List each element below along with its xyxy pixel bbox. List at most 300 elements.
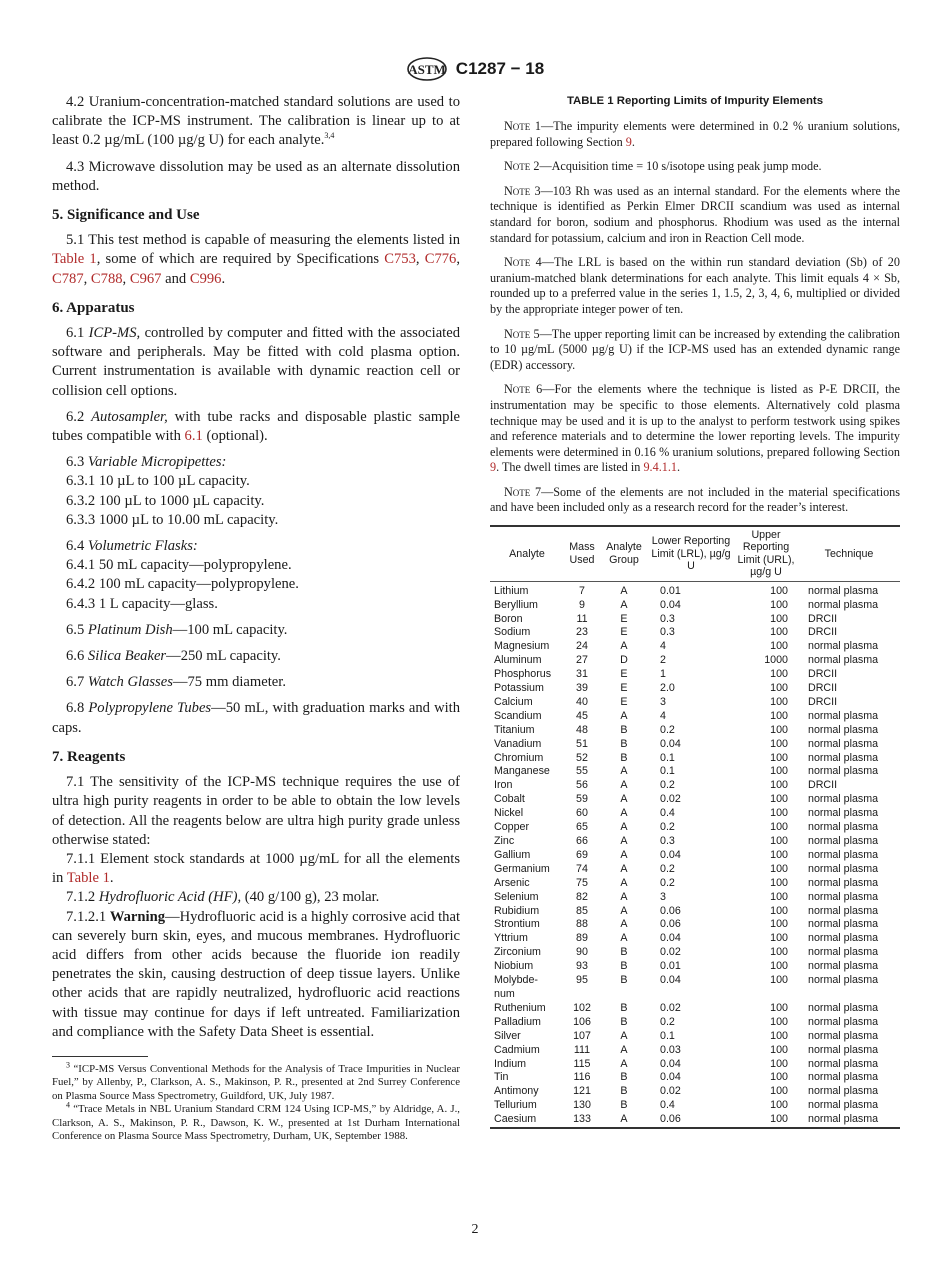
analyte-cell: Strontium xyxy=(494,918,540,931)
technique-cell: normal plasma xyxy=(808,1085,879,1098)
technique-cell: DRCII xyxy=(808,779,838,792)
technique-cell: normal plasma xyxy=(808,1015,879,1028)
mass-cell: 121 xyxy=(573,1085,591,1098)
table-row xyxy=(490,793,900,807)
analyte-cell: Germanium xyxy=(494,862,550,875)
mass-cell: 56 xyxy=(576,779,588,792)
section-7-1-2: 7.1.2 Hydrofluoric Acid (HF), (40 g/100 g), 23 molar. xyxy=(66,889,380,906)
link-c753[interactable]: C753 xyxy=(384,251,416,268)
url-cell: 100 xyxy=(770,765,788,778)
url-cell: 100 xyxy=(770,848,788,861)
group-cell: B xyxy=(620,1085,628,1098)
url-cell: 100 xyxy=(770,974,788,987)
mass-cell: 89 xyxy=(576,932,588,945)
lrl-cell: 2.0 xyxy=(660,682,675,695)
table-row xyxy=(490,932,900,946)
group-cell: A xyxy=(620,835,628,847)
analyte-cell: Copper xyxy=(494,821,530,834)
table-row xyxy=(490,891,900,905)
analyte-cell: Boron xyxy=(494,612,523,625)
technique-cell: normal plasma xyxy=(808,960,879,973)
mass-cell: 52 xyxy=(576,751,588,764)
col-lrl: Lower Reporting Limit (LRL), µg/g U xyxy=(651,535,731,573)
section-6-4-1: 6.4.1 50 mL capacity—polypropylene. xyxy=(66,557,292,574)
technique-cell: normal plasma xyxy=(808,821,879,834)
link-section-9.4.1.1[interactable]: 9.4.1.1 xyxy=(643,460,677,475)
link-c787[interactable]: C787 xyxy=(52,270,84,287)
left-column xyxy=(52,93,460,1144)
url-cell: 100 xyxy=(770,723,788,736)
technique-cell: DRCII xyxy=(808,668,838,681)
link-section-9[interactable]: 9 xyxy=(625,134,632,149)
footnote-4: $^4$ “Trace Metals in NBL Uranium Standard CRM 124 Using ICP-MS,” by Aldridge, A. J., Clarkson, A. S., Makinson, P. R., Dawson, K. W., presented at 1st Durham International Conference on Plasma Source Mass Spectrometry, Durham, UK, September 1988. xyxy=(52,1100,460,1143)
url-cell: 100 xyxy=(770,584,788,597)
table-row xyxy=(490,581,900,598)
table-row xyxy=(490,821,900,835)
section-6-2: 6.2 Autosampler, with tube racks and disposable plastic sample tubes compatible with 6.1 (optional). xyxy=(52,408,461,445)
url-cell: 100 xyxy=(770,709,788,722)
heading-section-5: 5. Significance and Use xyxy=(52,207,200,224)
analyte-cell: Zirconium xyxy=(494,946,541,959)
analyte-cell: Antimony xyxy=(494,1085,539,1098)
lrl-cell: 2 xyxy=(660,654,666,667)
table-row xyxy=(490,807,900,821)
lrl-cell: 0.3 xyxy=(660,835,675,847)
url-cell: 100 xyxy=(770,862,788,875)
lrl-cell: 0.01 xyxy=(660,584,681,597)
analyte-cell: Arsenic xyxy=(494,876,530,889)
url-cell: 100 xyxy=(770,640,788,653)
lrl-cell: 0.4 xyxy=(660,1099,675,1112)
footnote-ref[interactable]: 3,4 xyxy=(324,131,335,141)
lrl-cell: 0.01 xyxy=(660,960,681,973)
lrl-cell: 0.04 xyxy=(660,737,681,750)
section-7-1-2-1: 7.1.2.1 Warning—Hydrofluoric acid is a highly corrosive acid that can severely burn skin, eyes, and mucous membranes. Hydrofluoric acid differs from other acids because the fluoride ion readily penetrates the skin, causing destruction of deep tissue layers. Unlike other acids that are rapidly neutralized, hydrofluoric acid reactions with tissue may continue for days if left untreated. Familiarization and compliance with the Safety Data Sheet is essential. xyxy=(52,908,460,1040)
analyte-cell: Tin xyxy=(494,1071,509,1084)
url-cell: 100 xyxy=(770,1015,788,1028)
analyte-cell: Iron xyxy=(494,779,513,792)
mass-cell: 116 xyxy=(573,1071,591,1084)
technique-cell: normal plasma xyxy=(808,737,879,750)
group-cell: A xyxy=(620,1113,628,1126)
group-cell: A xyxy=(620,904,628,917)
link-table-1[interactable]: Table 1 xyxy=(52,251,97,268)
table-row xyxy=(490,752,900,766)
section-6-7: 6.7 Watch Glasses—75 mm diameter. xyxy=(66,674,286,691)
url-cell: 100 xyxy=(770,751,788,764)
table-row xyxy=(490,1030,900,1044)
table-row xyxy=(490,1058,900,1072)
link-table-1[interactable]: Table 1 xyxy=(66,870,110,887)
analyte-cell: Palladium xyxy=(494,1015,541,1028)
lrl-cell: 3 xyxy=(660,695,666,708)
technique-cell: normal plasma xyxy=(808,1029,879,1042)
url-cell: 100 xyxy=(770,1113,788,1126)
section-7-1: 7.1 The sensitivity of the ICP-MS technique requires the use of ultra high purity reagents in order to be able to obtain the low levels of detection. All the reagents below are ultra high purity grade unless otherwise stated: xyxy=(52,774,460,848)
mass-cell: 88 xyxy=(576,918,588,931)
table-row xyxy=(490,1113,900,1128)
group-cell: A xyxy=(620,862,628,875)
lrl-cell: 0.04 xyxy=(660,848,681,861)
url-cell: 100 xyxy=(770,779,788,792)
mass-cell: 93 xyxy=(576,960,588,973)
url-cell: 100 xyxy=(770,598,788,611)
url-cell: 100 xyxy=(770,1001,788,1014)
technique-cell: normal plasma xyxy=(808,584,879,597)
footnote-3: $^3$ “ICP-MS Versus Conventional Methods for the Analysis of Trace Impurities in Nuclear Fuel,” by Allenby, P., Clarkson, A. S., Makinson, P. R., presented at 2nd Surrey Conference on Plasma Source Mass Spectrometry, Guildford, UK, July 1987. xyxy=(52,1060,460,1102)
url-cell: 100 xyxy=(770,737,788,750)
lrl-cell: 0.2 xyxy=(660,779,675,792)
page-number: 2 xyxy=(471,1222,479,1237)
url-cell: 100 xyxy=(770,1043,788,1056)
table-row xyxy=(490,1085,900,1099)
url-cell: 100 xyxy=(770,682,788,695)
analyte-cell: Yttrium xyxy=(494,932,528,945)
group-cell: E xyxy=(620,668,628,681)
mass-cell: 107 xyxy=(573,1029,591,1042)
lrl-cell: 4 xyxy=(660,640,666,653)
table-row xyxy=(490,668,900,682)
lrl-cell: 0.1 xyxy=(660,1029,675,1042)
table-body xyxy=(490,581,900,1128)
group-cell: A xyxy=(620,793,628,806)
mass-cell: 45 xyxy=(576,709,588,722)
url-cell: 100 xyxy=(770,932,788,945)
analyte-cell: Zinc xyxy=(494,835,515,847)
col-url: Upper Reporting Limit (URL), µg/g U xyxy=(737,529,795,579)
table-row xyxy=(490,613,900,627)
lrl-cell: 4 xyxy=(660,709,666,722)
table-row xyxy=(490,1044,900,1058)
table-title: TABLE 1 Reporting Limits of Impurity Elements xyxy=(566,95,824,107)
mass-cell: 60 xyxy=(576,807,588,820)
mass-cell: 40 xyxy=(576,695,588,708)
group-cell: B xyxy=(620,960,628,973)
astm-logo-icon xyxy=(406,56,448,82)
analyte-cell: Scandium xyxy=(494,709,542,722)
url-cell: 100 xyxy=(770,793,788,806)
table-row xyxy=(490,696,900,710)
technique-cell: normal plasma xyxy=(808,654,879,667)
mass-cell: 115 xyxy=(573,1057,591,1070)
group-cell: A xyxy=(620,918,628,931)
technique-cell: normal plasma xyxy=(808,1099,879,1112)
technique-cell: normal plasma xyxy=(808,876,879,889)
url-cell: 100 xyxy=(770,918,788,931)
mass-cell: 23 xyxy=(576,626,588,639)
section-6-3: 6.3 Variable Micropipettes: xyxy=(66,454,227,471)
table-row xyxy=(490,738,900,752)
mass-cell: 95 xyxy=(576,974,588,987)
analyte-cell: Potassium xyxy=(494,682,544,695)
analyte-cell: Aluminum xyxy=(494,654,542,667)
url-cell: 100 xyxy=(770,960,788,973)
group-cell: B xyxy=(620,974,628,987)
page-header xyxy=(0,56,950,82)
analyte-cell: Cadmium xyxy=(494,1043,540,1056)
technique-cell: DRCII xyxy=(808,612,838,625)
url-cell: 100 xyxy=(770,946,788,959)
table-row xyxy=(490,960,900,974)
technique-cell: normal plasma xyxy=(808,751,879,764)
group-cell: B xyxy=(620,723,628,736)
mass-cell: 106 xyxy=(573,1015,591,1028)
group-cell: A xyxy=(620,1029,628,1042)
svg-text:ASTM: ASTM xyxy=(408,62,446,77)
lrl-cell: 0.2 xyxy=(660,862,675,875)
table-row xyxy=(490,1071,900,1085)
table-row xyxy=(490,877,900,891)
group-cell: A xyxy=(620,709,628,722)
mass-cell: 85 xyxy=(576,904,588,917)
table-row xyxy=(490,1099,900,1113)
group-cell: A xyxy=(620,876,628,889)
technique-cell: normal plasma xyxy=(808,1113,879,1126)
technique-cell: DRCII xyxy=(808,626,838,639)
lrl-cell: 0.1 xyxy=(660,751,675,764)
technique-cell: normal plasma xyxy=(808,890,879,903)
group-cell: A xyxy=(620,598,628,611)
lrl-cell: 1 xyxy=(660,668,666,681)
table-row xyxy=(490,654,900,668)
lrl-cell: 0.2 xyxy=(660,876,675,889)
lrl-cell: 0.1 xyxy=(660,765,675,778)
url-cell: 100 xyxy=(770,876,788,889)
table-row xyxy=(490,1002,900,1016)
group-cell: B xyxy=(620,1071,628,1084)
table-row xyxy=(490,765,900,779)
group-cell: A xyxy=(620,640,628,653)
group-cell: B xyxy=(620,946,628,959)
analyte-cell: Titanium xyxy=(494,723,535,736)
section-6-5: 6.5 Platinum Dish—100 mL capacity. xyxy=(66,621,288,638)
analyte-cell: Niobium xyxy=(494,960,534,973)
lrl-cell: 0.2 xyxy=(660,1015,675,1028)
technique-cell: normal plasma xyxy=(808,598,879,611)
table-row xyxy=(490,640,900,654)
mass-cell: 27 xyxy=(576,654,588,667)
mass-cell: 24 xyxy=(576,640,588,653)
mass-cell: 31 xyxy=(576,668,588,681)
group-cell: A xyxy=(620,807,628,820)
table-row xyxy=(490,599,900,613)
group-cell: B xyxy=(620,1015,628,1028)
lrl-cell: 0.2 xyxy=(660,821,675,834)
analyte-cell: Phosphorus xyxy=(494,668,552,681)
section-6-4-2: 6.4.2 100 mL capacity—polypropylene. xyxy=(66,576,299,593)
technique-cell: normal plasma xyxy=(808,1001,879,1014)
analyte-cell: Silver xyxy=(494,1029,521,1042)
heading-section-6: 6. Apparatus xyxy=(52,299,135,316)
heading-section-7: 7. Reagents xyxy=(52,748,126,765)
mass-cell: 102 xyxy=(573,1001,591,1014)
url-cell: 100 xyxy=(770,904,788,917)
analyte-cell: Beryllium xyxy=(494,598,538,611)
section-6-8: 6.8 Polypropylene Tubes—50 mL, with graduation marks and with caps. xyxy=(52,700,461,736)
technique-cell: normal plasma xyxy=(808,640,879,653)
section-6-3-2: 6.3.2 100 µL to 1000 µL capacity. xyxy=(66,492,265,509)
lrl-cell: 0.2 xyxy=(660,723,675,736)
url-cell: 100 xyxy=(770,1057,788,1070)
link-c996[interactable]: C996 xyxy=(189,270,222,287)
analyte-cell: Selenium xyxy=(494,890,539,903)
group-cell: A xyxy=(620,779,628,792)
lrl-cell: 0.04 xyxy=(660,1057,681,1070)
group-cell: E xyxy=(620,612,628,625)
section-5-1: 5.1 This test method is capable of measuring the elements listed in Table 1, some of which are required by Specifications C753, C776, C787, C788, C967 and C996. xyxy=(52,232,460,287)
table-row xyxy=(490,849,900,863)
lrl-cell: 0.06 xyxy=(660,918,681,931)
technique-cell: normal plasma xyxy=(808,848,879,861)
group-cell: A xyxy=(620,584,628,597)
group-cell: A xyxy=(620,765,628,778)
group-cell: A xyxy=(620,848,628,861)
table-note-4: Note 4—The LRL is based on the within run standard deviation (Sb) of 20 uranium-matched blank determinations for each analyte. This limit equals 4 × Sb, rounded up to a preferred value in the series 1, 1.5, 2, 3, 4, 6, multiplied or divided by the appropriate integer power of ten. xyxy=(490,255,900,316)
section-4-3: 4.3 Microwave dissolution may be used as an alternate dissolution method. xyxy=(52,158,460,194)
mass-cell: 39 xyxy=(576,682,588,695)
technique-cell: normal plasma xyxy=(808,946,879,959)
lrl-cell: 0.4 xyxy=(660,807,675,820)
group-cell: B xyxy=(620,1099,628,1112)
table-row xyxy=(490,974,900,1002)
lrl-cell: 0.02 xyxy=(660,1001,681,1014)
table-notes xyxy=(490,119,900,516)
table-row xyxy=(490,779,900,793)
lrl-cell: 0.3 xyxy=(660,626,675,639)
table-row xyxy=(490,626,900,640)
technique-cell: normal plasma xyxy=(808,932,879,945)
group-cell: B xyxy=(620,751,628,764)
section-7-1-1: 7.1.1 Element stock standards at 1000 µg/mL for all the elements in Table 1. xyxy=(52,850,460,887)
lrl-cell: 3 xyxy=(660,890,666,903)
table-row xyxy=(490,946,900,960)
url-cell: 100 xyxy=(770,626,788,639)
section-6-4: 6.4 Volumetric Flasks: xyxy=(66,538,198,555)
table-row xyxy=(490,1016,900,1030)
analyte-cell: Lithium xyxy=(494,584,529,597)
url-cell: 100 xyxy=(770,1085,788,1098)
mass-cell: 59 xyxy=(576,793,588,806)
analyte-cell: Chromium xyxy=(494,751,544,764)
table-note-5: Note 5—The upper reporting limit can be increased by extending the calibration to 10 µg/mL (5000 µg/g U) if the ICP-MS used has an extended dynamic range (EDR) accessory. xyxy=(490,326,900,372)
lrl-cell: 0.04 xyxy=(660,974,681,987)
analyte-cell: Indium xyxy=(494,1057,527,1070)
section-6-1: 6.1 ICP-MS, controlled by computer and fitted with the associated software and peripherals. May be fitted with cold plasma option. Current instrumentation is available with dynamic reaction cell or collision cell options. xyxy=(52,325,460,399)
group-cell: B xyxy=(620,1001,628,1014)
link-6-1[interactable]: 6.1 xyxy=(184,428,203,445)
mass-cell: 74 xyxy=(576,862,588,875)
technique-cell: normal plasma xyxy=(808,918,879,931)
table-row xyxy=(490,724,900,738)
mass-cell: 9 xyxy=(579,598,585,611)
url-cell: 100 xyxy=(770,835,788,847)
mass-cell: 133 xyxy=(573,1113,591,1126)
url-cell: 100 xyxy=(770,695,788,708)
table-row xyxy=(490,905,900,919)
footnote-divider xyxy=(52,1056,148,1057)
analyte-cell: Magnesium xyxy=(494,640,550,653)
col-analyte: Analyte xyxy=(509,547,545,560)
technique-cell: normal plasma xyxy=(808,807,879,820)
reporting-limits-table xyxy=(490,525,900,1129)
link-c967[interactable]: C967 xyxy=(129,270,162,287)
table-note-6: Note 6—For the elements where the technique is listed as P-E DRCII, the instrumentation may be specific to those elements. Alternatively cold plasma technique may be used and it is up to the analyst to perform testwork using spikes and reference materials and to determine the lower reporting levels. The impurity elements were determined in 0.16 % uranium solutions, prepared following Section 9. The dwell times are listed in 9.4.1.1. xyxy=(490,382,901,475)
table-header-row xyxy=(490,526,900,581)
lrl-cell: 0.04 xyxy=(660,932,681,945)
link-c776[interactable]: C776 xyxy=(424,251,457,268)
group-cell: A xyxy=(620,1043,628,1056)
table-row xyxy=(490,918,900,932)
url-cell: 100 xyxy=(770,1099,788,1112)
technique-cell: normal plasma xyxy=(808,1057,879,1070)
document-code: C1287 − 18 xyxy=(455,59,545,78)
url-cell: 100 xyxy=(770,612,788,625)
url-cell: 1000 xyxy=(764,654,788,667)
section-4-2: 4.2 Uranium-concentration-matched standard solutions are used to calibrate the ICP-MS instrument. The calibration is linear up to at least 0.2 µg/mL (100 µg/g U) for each analyte.$^{3,4}$ xyxy=(52,94,460,149)
url-cell: 100 xyxy=(770,668,788,681)
technique-cell: DRCII xyxy=(808,682,838,695)
lrl-cell: 0.3 xyxy=(660,612,675,625)
analyte-cell: Calcium xyxy=(494,695,533,708)
group-cell: E xyxy=(620,695,628,708)
mass-cell: 65 xyxy=(576,821,588,834)
mass-cell: 51 xyxy=(576,737,588,750)
section-6-6: 6.6 Silica Beaker—250 mL capacity. xyxy=(66,648,281,665)
analyte-cell: Gallium xyxy=(494,848,531,861)
group-cell: A xyxy=(620,932,628,945)
mass-cell: 66 xyxy=(576,835,588,847)
table-note-1: Note 1—The impurity elements were determined in 0.2 % uranium solutions, prepared following Section 9. xyxy=(490,119,901,149)
url-cell: 100 xyxy=(770,1029,788,1042)
group-cell: A xyxy=(620,821,628,834)
table-note-3: Note 3—103 Rh was used as an internal standard. For the elements where the technique is identified as Perkin Elmer DRCII scandium was used as internal standard for boron, sodium and phosphorus. Rhodium was used as the internal standard for potassium, calcium and iron in Reaction Cell mode. xyxy=(490,183,900,245)
technique-cell: normal plasma xyxy=(808,835,879,847)
table-note-2: Note 2—Acquisition time = 10 s/isotope using peak jump mode. xyxy=(504,159,822,174)
section-6-4-3: 6.4.3 1 L capacity—glass. xyxy=(66,595,218,612)
section-6-3-3: 6.3.3 1000 µL to 10.00 mL capacity. xyxy=(66,511,279,528)
lrl-cell: 0.02 xyxy=(660,793,681,806)
analyte-cell: Cobalt xyxy=(494,793,525,806)
analyte-cell: Caesium xyxy=(494,1113,537,1126)
analyte-cell: Sodium xyxy=(494,626,531,639)
mass-cell: 82 xyxy=(576,890,588,903)
mass-cell: 111 xyxy=(573,1043,591,1056)
url-cell: 100 xyxy=(770,1071,788,1084)
table-row xyxy=(490,863,900,877)
technique-cell: DRCII xyxy=(808,695,838,708)
technique-cell: normal plasma xyxy=(808,723,879,736)
analyte-cell: Rubidium xyxy=(494,904,540,917)
url-cell: 100 xyxy=(770,821,788,834)
lrl-cell: 0.06 xyxy=(660,904,681,917)
url-cell: 100 xyxy=(770,807,788,820)
analyte-cell: Molybde- num xyxy=(494,974,538,1000)
group-cell: A xyxy=(620,890,628,903)
mass-cell: 75 xyxy=(576,876,588,889)
technique-cell: normal plasma xyxy=(808,904,879,917)
mass-cell: 130 xyxy=(573,1099,591,1112)
technique-cell: normal plasma xyxy=(808,1043,879,1056)
link-c788[interactable]: C788 xyxy=(90,270,123,287)
technique-cell: normal plasma xyxy=(808,793,879,806)
lrl-cell: 0.04 xyxy=(660,1071,681,1084)
analyte-cell: Ruthenium xyxy=(494,1001,546,1014)
group-cell: A xyxy=(620,1057,628,1070)
link-section-9[interactable]: 9 xyxy=(490,460,497,475)
group-cell: E xyxy=(620,682,628,695)
table-row xyxy=(490,710,900,724)
table-row xyxy=(490,682,900,696)
